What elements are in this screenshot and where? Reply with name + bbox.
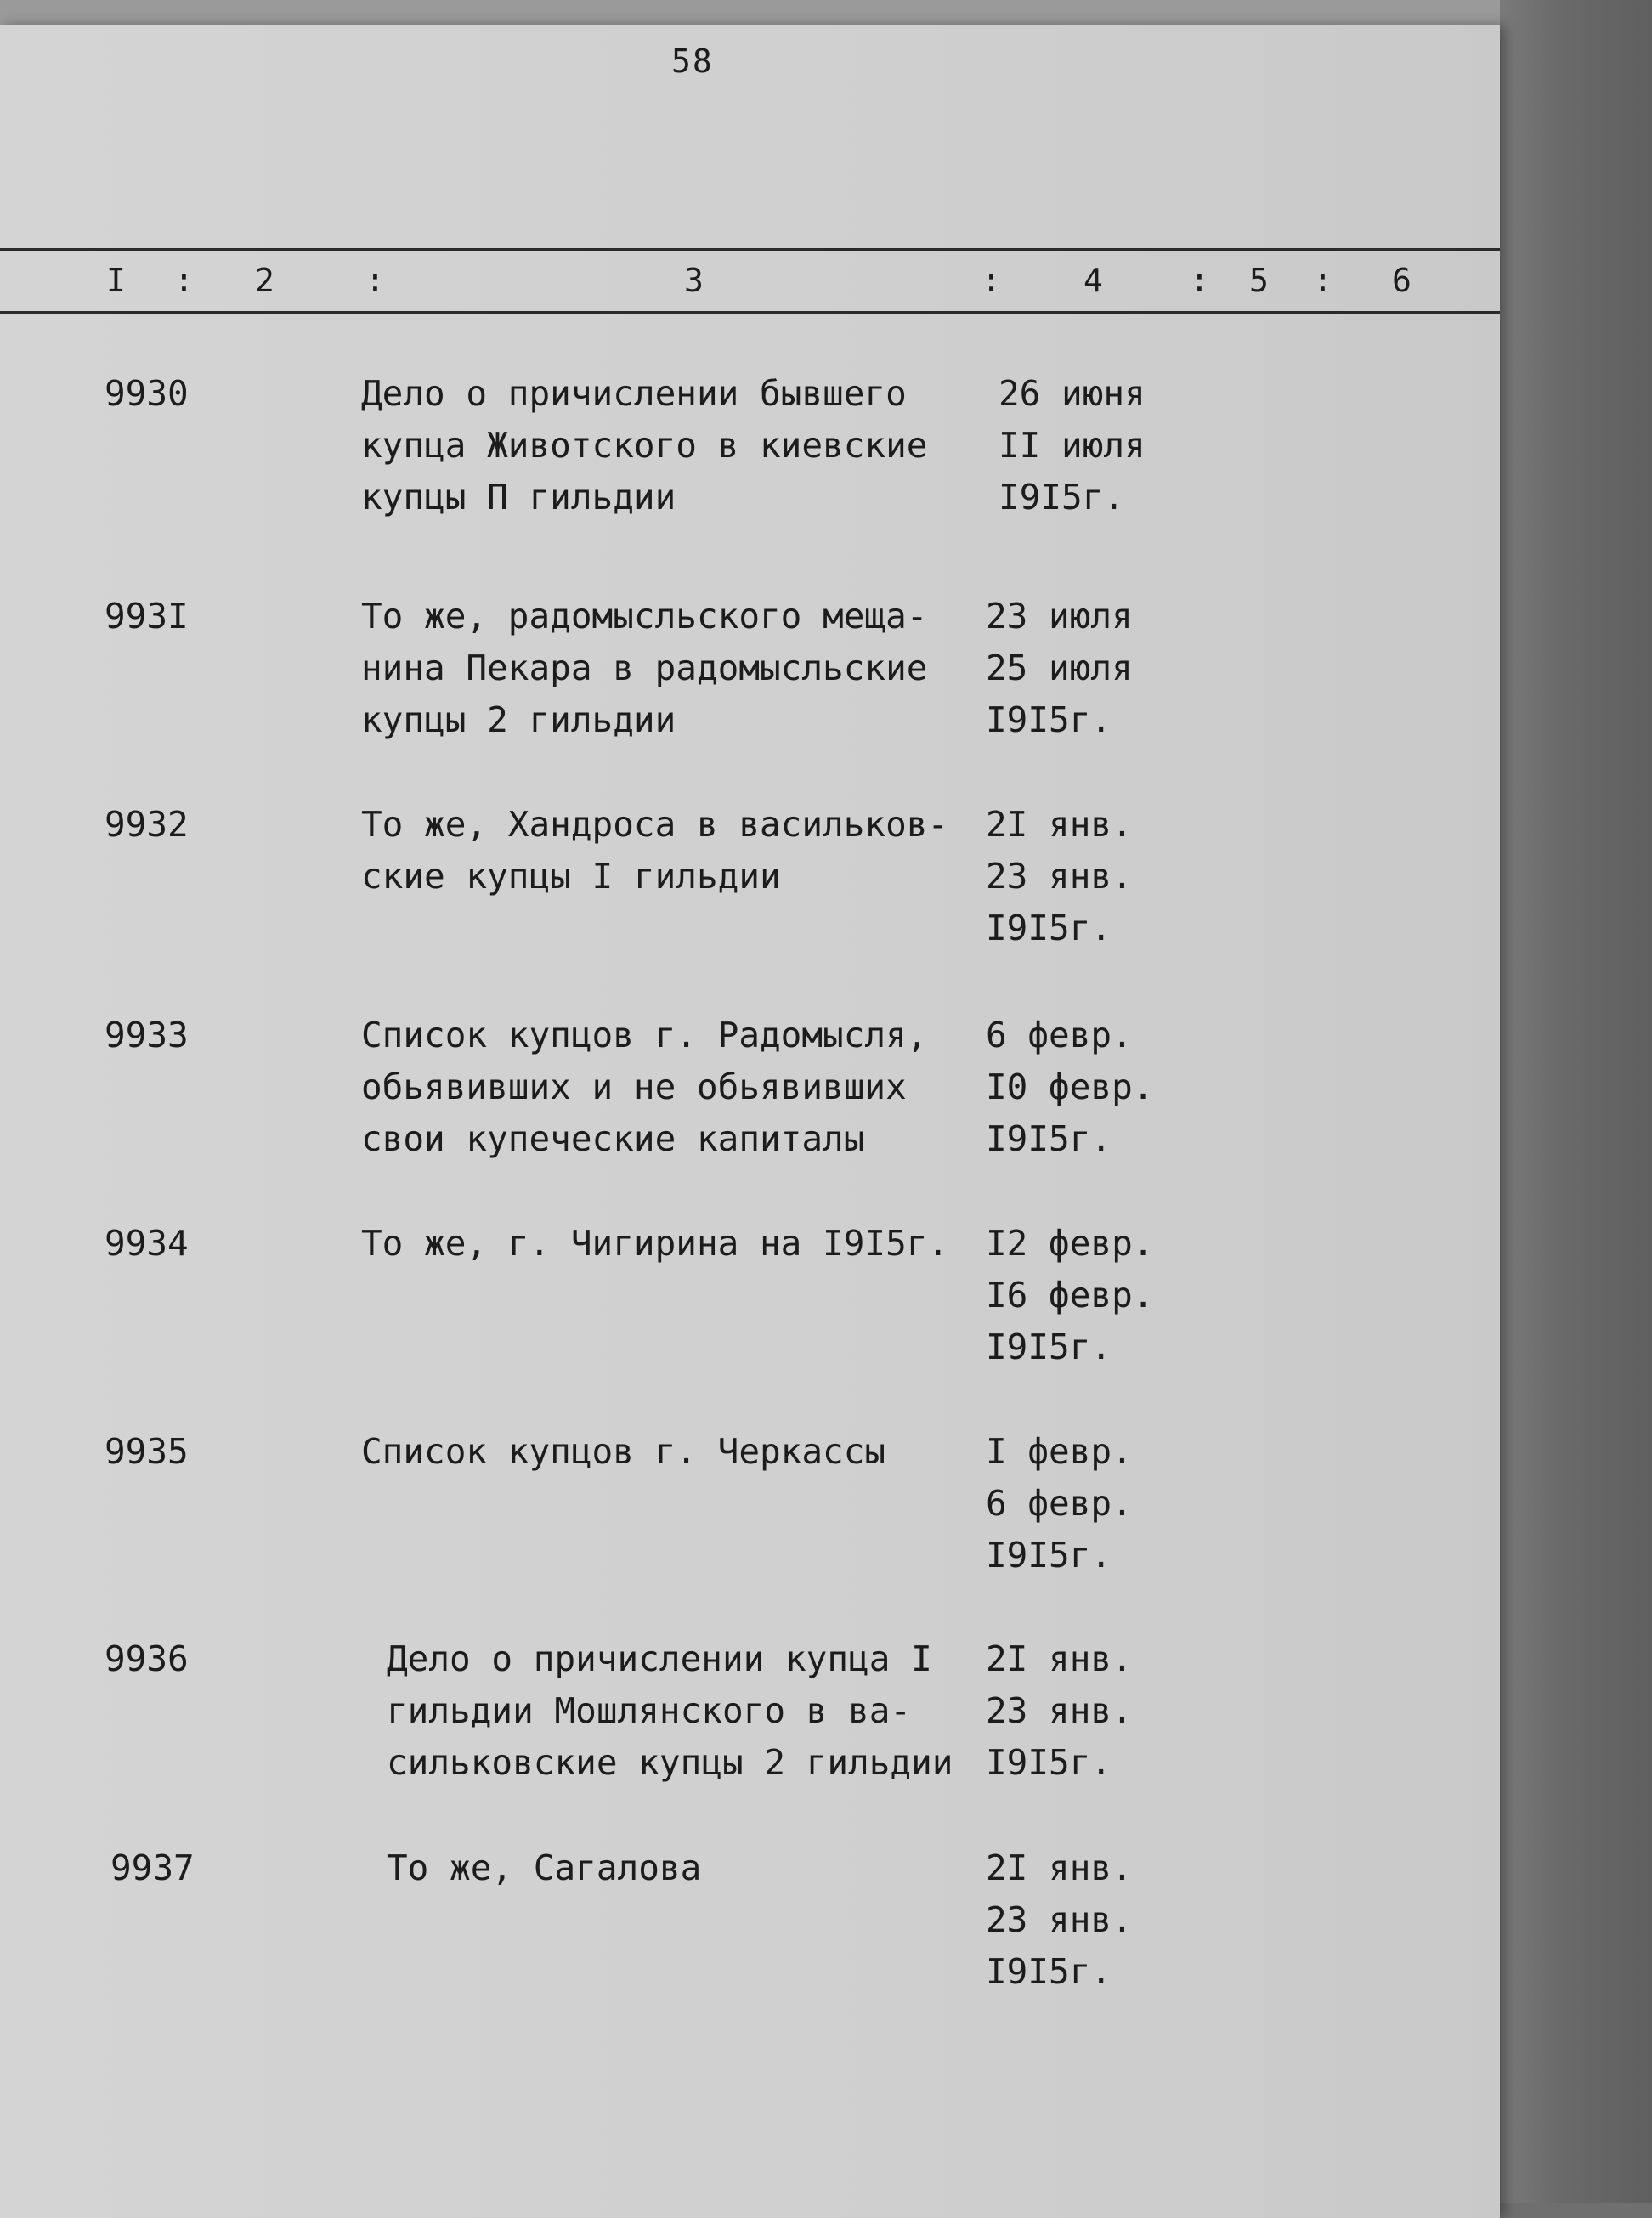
column-header-6: 6 — [1392, 262, 1412, 299]
description-line: Дело о причислении бывшего — [361, 373, 907, 414]
paper-top-edge — [0, 0, 1504, 25]
description-line: То же, г. Чигирина на I9I5г. — [361, 1223, 949, 1264]
column-separator: : — [1313, 262, 1332, 299]
page-number: 58 — [671, 42, 714, 80]
description-line: нина Пекара в радомысльские — [361, 648, 928, 688]
date-line: I9I5г. — [986, 1535, 1112, 1576]
date-line: I9I5г. — [986, 699, 1112, 740]
header-rule-top — [0, 248, 1500, 251]
date-line: 2I янв. — [986, 804, 1133, 845]
column-header-2: 2 — [255, 262, 274, 299]
description-line: гильдии Мошлянского в ва- — [387, 1690, 912, 1731]
date-line: I9I5г. — [986, 908, 1112, 948]
entry-description — [361, 1218, 973, 1270]
date-line: I2 февр. — [986, 1223, 1154, 1264]
column-separator: : — [365, 262, 385, 299]
date-line: 23 янв. — [986, 1690, 1133, 1731]
date-line: 23 янв. — [986, 856, 1133, 897]
date-line: 2I янв. — [986, 1638, 1133, 1679]
date-line: I0 февр. — [986, 1067, 1154, 1107]
entry-description — [361, 1010, 973, 1165]
description-line: купца Животского в киевские — [361, 425, 928, 466]
entry-dates — [986, 591, 1190, 746]
column-header-3: 3 — [684, 262, 704, 299]
entry-number: 9936 — [105, 1638, 189, 1679]
entry-number: 9937 — [110, 1847, 195, 1888]
column-separator: : — [1190, 262, 1209, 299]
column-separator: : — [174, 262, 194, 299]
description-line: обьявивших и не обьявивших — [361, 1067, 907, 1107]
date-line: I9I5г. — [986, 1951, 1112, 1992]
date-line: I февр. — [986, 1431, 1133, 1472]
entry-number: 9933 — [105, 1015, 189, 1055]
entry-number: 9932 — [105, 804, 189, 845]
date-line: 23 янв. — [986, 1899, 1133, 1940]
entry-description — [361, 799, 973, 902]
entry-dates — [986, 1842, 1190, 1998]
entry-description — [361, 591, 973, 746]
date-line: I6 февр. — [986, 1275, 1154, 1316]
entry-dates — [986, 1633, 1190, 1789]
entry-number: 9935 — [105, 1431, 189, 1472]
entry-number: 993I — [105, 596, 189, 637]
entry-number: 9934 — [105, 1223, 189, 1264]
header-rule-bottom — [0, 311, 1500, 314]
date-line: 6 февр. — [986, 1015, 1133, 1055]
date-line: 2I янв. — [986, 1847, 1133, 1888]
description-line: купцы 2 гильдии — [361, 699, 676, 740]
page-shadow — [1500, 0, 1652, 2203]
entry-dates — [999, 368, 1202, 523]
date-line: 23 июля — [986, 596, 1133, 637]
description-line: То же, Сагалова — [387, 1847, 702, 1888]
date-line: I9I5г. — [999, 477, 1125, 518]
date-line: I9I5г. — [986, 1118, 1112, 1159]
description-line: сильковские купцы 2 гильдии — [387, 1742, 953, 1783]
description-line: свои купеческие капиталы — [361, 1118, 865, 1159]
description-line: Список купцов г. Радомысля, — [361, 1015, 928, 1055]
entry-dates — [986, 799, 1190, 954]
entry-dates — [986, 1426, 1190, 1581]
entry-description — [361, 368, 973, 523]
column-header-4: 4 — [1083, 262, 1103, 299]
column-separator: : — [982, 262, 1001, 299]
date-line: I9I5г. — [986, 1742, 1112, 1783]
date-line: 6 февр. — [986, 1483, 1133, 1524]
entry-description — [387, 1842, 999, 1894]
entry-dates — [986, 1218, 1190, 1373]
entry-dates — [986, 1010, 1190, 1165]
description-line: ские купцы I гильдии — [361, 856, 781, 897]
date-line: I9I5г. — [986, 1327, 1112, 1367]
column-header-1: I — [106, 262, 126, 299]
entry-number: 9930 — [105, 373, 189, 414]
description-line: То же, радомысльского меща- — [361, 596, 928, 637]
entry-description — [387, 1633, 999, 1789]
date-line: 25 июля — [986, 648, 1133, 688]
description-line: купцы П гильдии — [361, 477, 676, 518]
description-line: То же, Хандроса в васильков- — [361, 804, 949, 845]
description-line: Список купцов г. Черкассы — [361, 1431, 886, 1472]
date-line: 26 июня — [999, 373, 1146, 414]
date-line: II июля — [999, 425, 1146, 466]
column-header-5: 5 — [1249, 262, 1269, 299]
entry-description — [361, 1426, 973, 1478]
description-line: Дело о причислении купца I — [387, 1638, 932, 1679]
